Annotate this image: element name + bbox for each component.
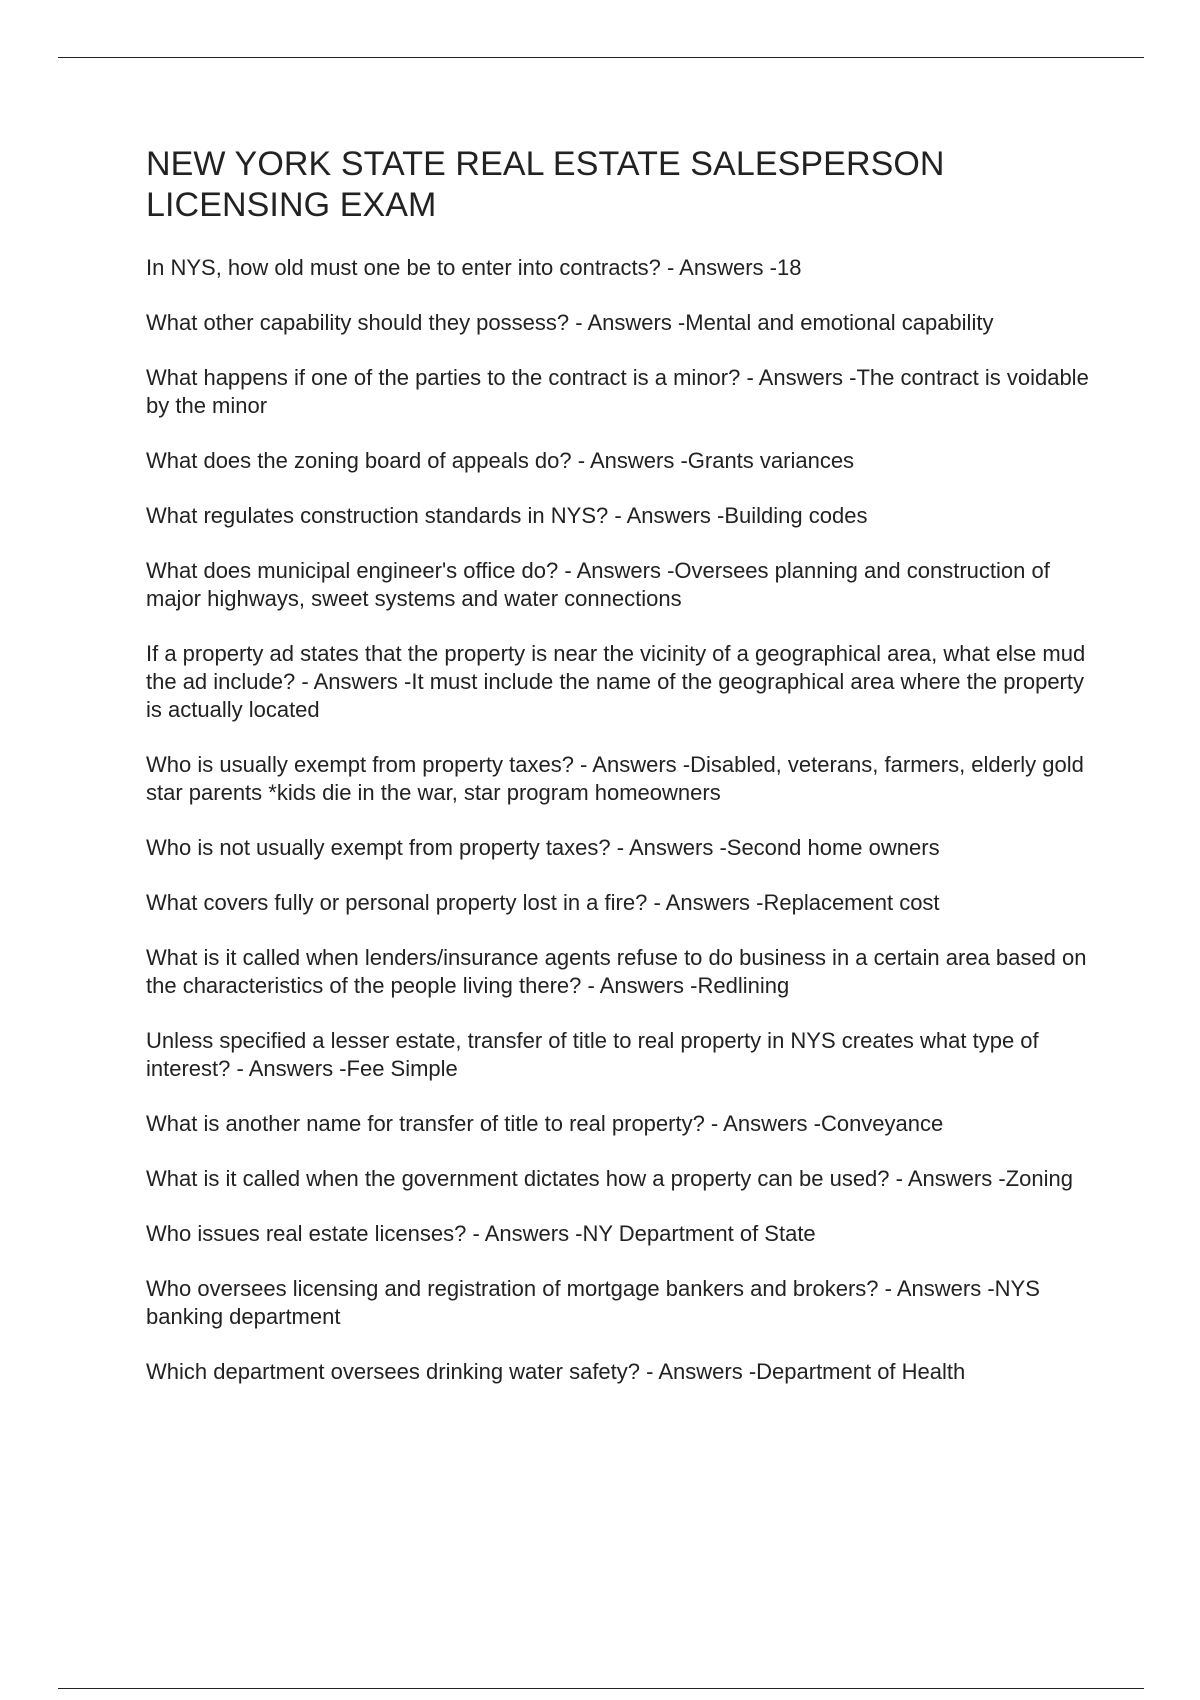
qa-item: Which department oversees drinking water safety? - Answers -Department of Health: [146, 1359, 966, 1384]
qa-item: What other capability should they possess? - Answers -Mental and emotional capability: [146, 310, 994, 335]
qa-item: In NYS, how old must one be to enter into contracts? - Answers -18: [146, 255, 802, 280]
document-body: [146, 144, 1096, 1413]
qa-item: Who is usually exempt from property taxes? - Answers -Disabled, veterans, farmers, elderly gold star parents *kids die in the war, star program homeowners: [146, 752, 1084, 805]
qa-item: What regulates construction standards in NYS? - Answers -Building codes: [146, 503, 868, 528]
qa-item: What does the zoning board of appeals do? - Answers -Grants variances: [146, 448, 855, 473]
qa-item: Unless specified a lesser estate, transfer of title to real property in NYS creates what type of interest? - Answers -Fee Simple: [146, 1028, 1039, 1081]
qa-item: What covers fully or personal property lost in a fire? - Answers -Replacement cost: [146, 890, 940, 915]
footer-rule: [58, 1688, 1144, 1689]
qa-item: Who oversees licensing and registration of mortgage bankers and brokers? - Answers -NYS banking department: [146, 1276, 1040, 1329]
qa-item: If a property ad states that the property is near the vicinity of a geographical area, what else mud the ad include? - Answers -It must include the name of the geographical area where the property is actually located: [146, 641, 1086, 722]
qa-item: Who is not usually exempt from property taxes? - Answers -Second home owners: [146, 835, 940, 860]
qa-item: What does municipal engineer's office do? - Answers -Oversees planning and construction of major highways, sweet systems and water connections: [146, 558, 1050, 611]
header-rule: [58, 57, 1144, 58]
qa-list: [146, 254, 1096, 1386]
qa-item: Who issues real estate licenses? - Answers -NY Department of State: [146, 1221, 816, 1246]
qa-item: What is another name for transfer of title to real property? - Answers -Conveyance: [146, 1111, 944, 1136]
qa-item: What is it called when lenders/insurance agents refuse to do business in a certain area based on the characteristics of the people living there? - Answers -Redlining: [146, 945, 1087, 998]
document-title: NEW YORK STATE REAL ESTATE SALESPERSON LICENSING EXAM: [146, 145, 945, 224]
qa-item: What is it called when the government dictates how a property can be used? - Answers -Zoning: [146, 1166, 1073, 1191]
qa-item: What happens if one of the parties to the contract is a minor? - Answers -The contract is voidable by the minor: [146, 365, 1089, 418]
